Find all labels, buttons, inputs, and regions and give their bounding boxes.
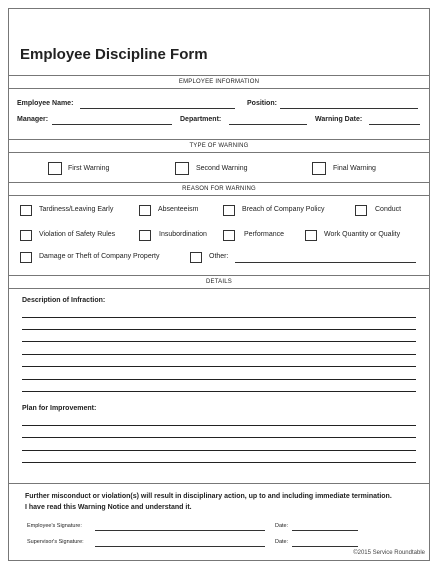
performance-checkbox[interactable]	[223, 230, 235, 241]
insubordination-label: Insubordination	[159, 231, 207, 238]
first-warning-label: First Warning	[68, 165, 110, 172]
employee-date-label: Date:	[275, 523, 289, 529]
other-checkbox[interactable]	[190, 252, 202, 263]
employee-date-field[interactable]	[292, 530, 358, 531]
absenteeism-checkbox[interactable]	[139, 205, 151, 216]
final-warning-label: Final Warning	[333, 165, 376, 172]
plan-line[interactable]	[22, 425, 416, 426]
safety-rules-label: Violation of Safety Rules	[39, 231, 116, 238]
position-field[interactable]	[280, 108, 418, 109]
other-field[interactable]	[235, 262, 416, 263]
other-label: Other:	[209, 253, 229, 260]
description-line[interactable]	[22, 341, 416, 342]
description-line[interactable]	[22, 366, 416, 367]
plan-line[interactable]	[22, 437, 416, 438]
tardiness-checkbox[interactable]	[20, 205, 32, 216]
supervisor-signature-label: Supervisor's Signature:	[27, 539, 84, 545]
final-warning-checkbox[interactable]	[312, 162, 326, 175]
description-line[interactable]	[22, 379, 416, 380]
second-warning-label: Second Warning	[196, 165, 248, 172]
department-field[interactable]	[229, 124, 307, 125]
safety-rules-checkbox[interactable]	[20, 230, 32, 241]
employee-name-field[interactable]	[80, 108, 235, 109]
employee-name-label: Employee Name:	[17, 100, 74, 107]
department-label: Department:	[180, 116, 222, 123]
employee-signature-label: Employee's Signature:	[27, 523, 82, 529]
warning-date-label: Warning Date:	[315, 116, 363, 123]
plan-line[interactable]	[22, 462, 416, 463]
work-quantity-label: Work Quantity or Quality	[324, 231, 401, 238]
section-reason-for-warning: REASON FOR WARNING	[9, 182, 429, 196]
description-line[interactable]	[22, 391, 416, 392]
second-warning-checkbox[interactable]	[175, 162, 189, 175]
first-warning-checkbox[interactable]	[48, 162, 62, 175]
supervisor-date-label: Date:	[275, 539, 289, 545]
discipline-form	[8, 8, 430, 561]
position-label: Position:	[247, 100, 277, 107]
damage-theft-label: Damage or Theft of Company Property	[39, 253, 160, 260]
supervisor-date-field[interactable]	[292, 546, 358, 547]
supervisor-signature-field[interactable]	[95, 546, 265, 547]
employee-signature-field[interactable]	[95, 530, 265, 531]
termination-notice: Further misconduct or violation(s) will result in disciplinary action, up to and including immediate termination.	[25, 493, 392, 500]
warning-date-field[interactable]	[369, 124, 420, 125]
plan-line[interactable]	[22, 450, 416, 451]
breach-of-policy-label: Breach of Company Policy	[242, 206, 325, 213]
section-employee-information: EMPLOYEE INFORMATION	[9, 75, 429, 89]
description-line[interactable]	[22, 329, 416, 330]
plan-for-improvement-label: Plan for Improvement:	[22, 405, 97, 412]
insubordination-checkbox[interactable]	[139, 230, 151, 241]
description-line[interactable]	[22, 354, 416, 355]
performance-label: Performance	[244, 231, 285, 238]
damage-theft-checkbox[interactable]	[20, 252, 32, 263]
section-type-of-warning: TYPE OF WARNING	[9, 139, 429, 153]
conduct-checkbox[interactable]	[355, 205, 367, 216]
notice-divider	[9, 483, 429, 484]
section-details: DETAILS	[9, 275, 429, 289]
form-title: Employee Discipline Form	[20, 46, 208, 63]
absenteeism-label: Absenteeism	[158, 206, 199, 213]
manager-field[interactable]	[52, 124, 172, 125]
copyright-footer: ©2015 Service Roundtable	[353, 550, 425, 556]
breach-of-policy-checkbox[interactable]	[223, 205, 235, 216]
description-line[interactable]	[22, 317, 416, 318]
manager-label: Manager:	[17, 116, 49, 123]
work-quantity-checkbox[interactable]	[305, 230, 317, 241]
acknowledgement-text: I have read this Warning Notice and understand it.	[25, 504, 192, 511]
conduct-label: Conduct	[375, 206, 402, 213]
description-of-infraction-label: Description of Infraction:	[22, 297, 106, 304]
tardiness-label: Tardiness/Leaving Early	[39, 206, 114, 213]
